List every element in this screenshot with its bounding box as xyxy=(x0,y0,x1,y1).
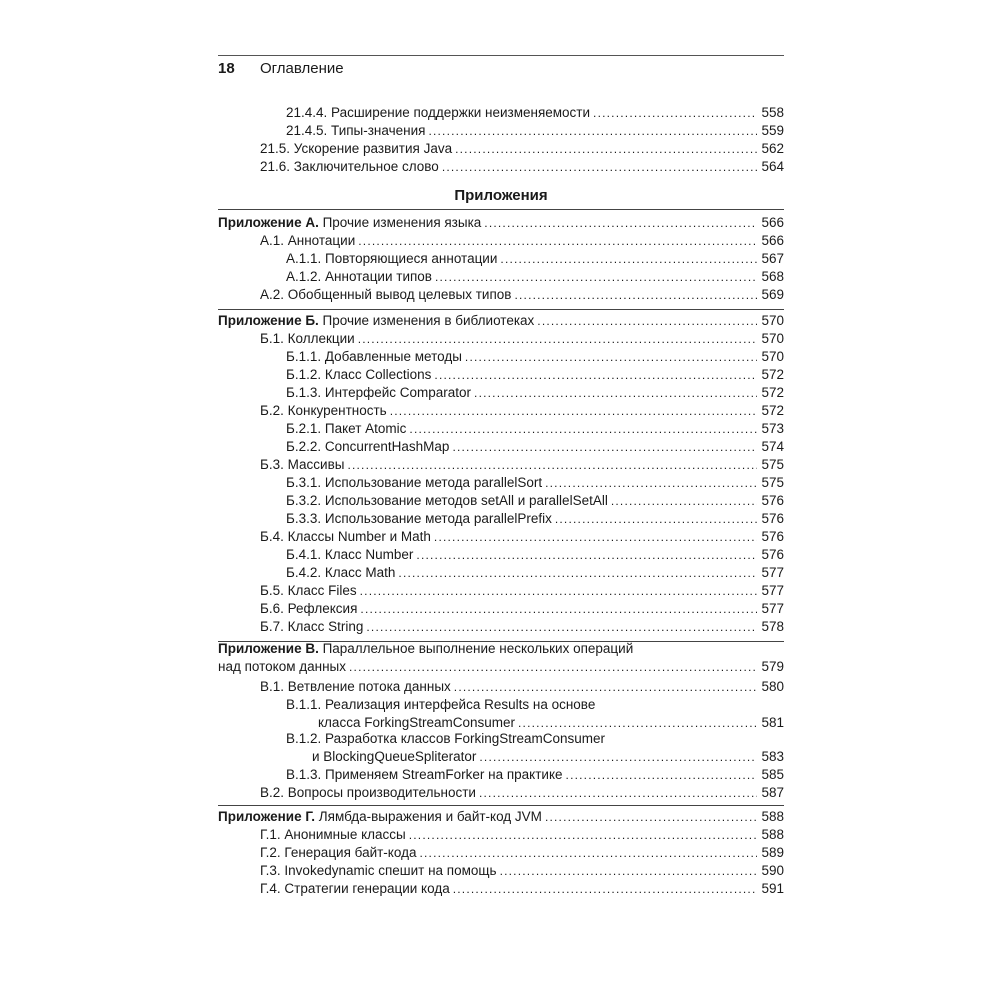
leader-dots xyxy=(360,600,757,618)
toc-entry-text: Прочие изменения языка xyxy=(318,215,482,230)
toc-entry-label: 21.4.5. Типы-значения xyxy=(286,123,426,138)
leader-dots xyxy=(366,618,757,636)
running-header xyxy=(218,60,784,80)
toc-entry-label-continued: и BlockingQueueSpliterator xyxy=(312,749,477,764)
toc-entry-label: Г.3. Invokedynamic спешит на помощь xyxy=(260,863,497,878)
toc-entry-label: Б.1. Коллекции xyxy=(260,331,355,346)
toc-entry[interactable] xyxy=(286,384,784,402)
toc-page-number: 576 xyxy=(761,547,784,562)
toc-page-number: 578 xyxy=(761,619,784,634)
page-number: 18 xyxy=(218,60,235,77)
toc-entry[interactable] xyxy=(312,748,784,766)
toc-entry[interactable] xyxy=(286,268,784,286)
toc-entry-label: 21.4.4. Расширение поддержки неизменяемости xyxy=(286,105,591,120)
toc-entry[interactable] xyxy=(260,844,784,862)
toc-page-number: 559 xyxy=(761,123,784,138)
toc-page-number: 581 xyxy=(761,715,784,730)
toc-entry[interactable] xyxy=(260,232,784,250)
leader-dots xyxy=(442,158,757,176)
leader-dots xyxy=(428,122,757,140)
toc-entry-label: Параллельное выполнение нескольких операций xyxy=(318,641,634,656)
toc-entry[interactable] xyxy=(260,880,784,898)
toc-page-number: 590 xyxy=(761,863,784,878)
toc-entry-label: Б.6. Рефлексия xyxy=(260,601,358,616)
leader-dots xyxy=(545,808,757,826)
toc-page-number: 585 xyxy=(761,767,784,782)
appendix-title: Приложение Г. xyxy=(218,809,316,824)
leader-dots xyxy=(416,546,757,564)
toc-entry[interactable] xyxy=(286,104,784,122)
toc-entry[interactable] xyxy=(260,330,784,348)
toc-page-number: 591 xyxy=(761,881,784,896)
toc-entry[interactable] xyxy=(260,862,784,880)
leader-dots xyxy=(479,748,757,766)
appendix-title: Приложение Б. xyxy=(218,313,319,328)
toc-entry[interactable] xyxy=(286,510,784,528)
leader-dots xyxy=(514,286,757,304)
toc-entry[interactable] xyxy=(260,286,784,304)
toc-entry-label: Б.4.1. Класс Number xyxy=(286,547,414,562)
leader-dots xyxy=(479,784,757,802)
leader-dots xyxy=(545,474,757,492)
toc-page-number: 573 xyxy=(761,421,784,436)
toc-page-number: 580 xyxy=(761,679,784,694)
leader-dots xyxy=(555,510,757,528)
toc-appendix-entry[interactable] xyxy=(218,808,784,826)
toc-entry[interactable] xyxy=(286,546,784,564)
leader-dots xyxy=(349,658,757,676)
toc-entry-label xyxy=(218,214,481,232)
toc-entry-label: Г.2. Генерация байт-кода xyxy=(260,845,417,860)
toc-entry[interactable] xyxy=(260,528,784,546)
toc-entry[interactable] xyxy=(260,582,784,600)
leader-dots xyxy=(611,492,757,510)
toc-entry[interactable] xyxy=(260,158,784,176)
toc-entry-label: Г.1. Анонимные классы xyxy=(260,827,406,842)
leader-dots xyxy=(455,140,757,158)
toc-page-number: 570 xyxy=(761,349,784,364)
toc-entry-label: В.1.2. Разработка классов ForkingStreamConsumer xyxy=(286,731,606,746)
toc-entry-label: А.2. Обобщенный вывод целевых типов xyxy=(260,287,512,302)
toc-entry-label: А.1. Аннотации xyxy=(260,233,356,248)
toc-entry-label: В.2. Вопросы производительности xyxy=(260,785,476,800)
leader-dots xyxy=(347,456,757,474)
leader-dots xyxy=(360,582,757,600)
toc-entry[interactable] xyxy=(286,122,784,140)
toc-entry[interactable] xyxy=(260,784,784,802)
toc-page-number: 577 xyxy=(761,565,784,580)
toc-entry-label: Б.7. Класс String xyxy=(260,619,364,634)
toc-page-number: 587 xyxy=(761,785,784,800)
toc-entry-label xyxy=(218,312,534,330)
toc-entry[interactable] xyxy=(286,420,784,438)
toc-page-number: 576 xyxy=(761,511,784,526)
leader-dots xyxy=(484,214,757,232)
toc-entry-label: Г.4. Стратегии генерации кода xyxy=(260,881,450,896)
running-title: Оглавление xyxy=(260,60,344,77)
toc-entry-label: В.1.3. Применяем StreamForker на практике xyxy=(286,767,563,782)
leader-dots xyxy=(500,862,757,880)
section-rule xyxy=(218,309,784,310)
toc-page-number: 577 xyxy=(761,601,784,616)
toc-page-number: 588 xyxy=(761,827,784,842)
toc-entry[interactable] xyxy=(286,766,784,784)
toc-entry[interactable] xyxy=(286,492,784,510)
toc-entry-label xyxy=(218,640,633,658)
toc-page-number: 566 xyxy=(761,233,784,248)
toc-entry-label: Б.5. Класс Files xyxy=(260,583,357,598)
toc-page-number: 575 xyxy=(761,457,784,472)
toc-page-number: 589 xyxy=(761,845,784,860)
toc-entry[interactable] xyxy=(260,456,784,474)
leader-dots xyxy=(358,330,757,348)
leader-dots xyxy=(566,766,757,784)
leader-dots xyxy=(435,268,757,286)
toc-entry-label-continued: класса ForkingStreamConsumer xyxy=(318,715,516,730)
leader-dots xyxy=(434,528,757,546)
toc-entry-label: Б.2.2. ConcurrentHashMap xyxy=(286,439,450,454)
appendix-title: Приложение В. xyxy=(218,641,319,656)
toc-entry[interactable] xyxy=(286,250,784,268)
toc-entry-label: В.1.1. Реализация интерфейса Results на основе xyxy=(286,697,596,712)
leader-dots xyxy=(419,844,757,862)
toc-entry[interactable] xyxy=(260,600,784,618)
toc-page-number: 588 xyxy=(761,809,784,824)
toc-page-number: 579 xyxy=(761,659,784,674)
toc-page-number: 583 xyxy=(761,749,784,764)
toc-page-number: 570 xyxy=(761,331,784,346)
toc-entry[interactable] xyxy=(260,678,784,696)
toc-page-number: 572 xyxy=(761,403,784,418)
leader-dots xyxy=(474,384,757,402)
appendix-title: Приложение А. xyxy=(218,215,319,230)
toc-appendix-entry[interactable] xyxy=(218,214,784,232)
toc-entry-label: В.1. Ветвление потока данных xyxy=(260,679,451,694)
leader-dots xyxy=(454,678,757,696)
leader-dots xyxy=(409,420,757,438)
leader-dots xyxy=(465,348,757,366)
toc-entry-label xyxy=(218,808,542,826)
toc-page-number: 576 xyxy=(761,493,784,508)
toc-entry-label: Б.1.2. Класс Collections xyxy=(286,367,432,382)
toc-entry-label: Б.4. Классы Number и Math xyxy=(260,529,431,544)
toc-entry-label: Б.3.2. Использование методов setAll и parallelSetAll xyxy=(286,493,608,508)
leader-dots xyxy=(409,826,757,844)
toc-entry[interactable] xyxy=(260,402,784,420)
leader-dots xyxy=(434,366,757,384)
header-rule xyxy=(218,55,784,56)
toc-page-number: 572 xyxy=(761,367,784,382)
toc-entry[interactable] xyxy=(260,826,784,844)
section-heading: Приложения xyxy=(454,187,548,204)
leader-dots xyxy=(593,104,757,122)
toc-appendix-entry[interactable] xyxy=(218,658,784,676)
leader-dots xyxy=(358,232,757,250)
toc-page-number: 570 xyxy=(761,313,784,328)
toc-page-number: 567 xyxy=(761,251,784,266)
toc-page-number: 574 xyxy=(761,439,784,454)
toc-entry-label: Б.2.1. Пакет Atomic xyxy=(286,421,407,436)
toc-appendix-entry[interactable] xyxy=(218,312,784,330)
toc-entry-label: Б.3.1. Использование метода parallelSort xyxy=(286,475,543,490)
toc-entry-label: Б.4.2. Класс Math xyxy=(286,565,396,580)
toc-entry-label: Б.3.3. Использование метода parallelPrefix xyxy=(286,511,552,526)
toc-page-number: 576 xyxy=(761,529,784,544)
toc-entry[interactable] xyxy=(260,140,784,158)
toc-entry-label: Б.3. Массивы xyxy=(260,457,345,472)
toc-entry-label: Б.1.1. Добавленные методы xyxy=(286,349,462,364)
section-rule xyxy=(218,805,784,806)
toc-page-number: 575 xyxy=(761,475,784,490)
toc-entry[interactable] xyxy=(286,564,784,582)
leader-dots xyxy=(453,880,757,898)
leader-dots xyxy=(390,402,757,420)
toc-entry-text: Прочие изменения в библиотеках xyxy=(318,313,535,328)
toc-entry[interactable] xyxy=(286,438,784,456)
toc-page-number: 562 xyxy=(761,141,784,156)
toc-entry-label: 21.5. Ускорение развития Java xyxy=(260,141,453,156)
toc-page-number: 558 xyxy=(761,105,784,120)
toc-entry[interactable] xyxy=(286,348,784,366)
toc-entry-text: Лямбда-выражения и байт-код JVM xyxy=(315,809,542,824)
toc-entry-label: Б.2. Конкурентность xyxy=(260,403,387,418)
toc-entry[interactable] xyxy=(286,474,784,492)
leader-dots xyxy=(537,312,757,330)
toc-entry-label-continued: над потоком данных xyxy=(218,659,346,674)
toc-entry[interactable] xyxy=(286,366,784,384)
leader-dots xyxy=(398,564,757,582)
toc-page-number: 569 xyxy=(761,287,784,302)
leader-dots xyxy=(500,250,757,268)
toc-page-number: 572 xyxy=(761,385,784,400)
toc-entry-label: 21.6. Заключительное слово xyxy=(260,159,439,174)
toc-entry-label: А.1.1. Повторяющиеся аннотации xyxy=(286,251,498,266)
toc-page-number: 568 xyxy=(761,269,784,284)
section-rule xyxy=(218,209,784,210)
toc-entry[interactable] xyxy=(260,618,784,636)
leader-dots xyxy=(452,438,757,456)
toc-page-number: 566 xyxy=(761,215,784,230)
toc-page-number: 577 xyxy=(761,583,784,598)
toc-page-number: 564 xyxy=(761,159,784,174)
toc-entry-label: А.1.2. Аннотации типов xyxy=(286,269,432,284)
toc-entry-label: Б.1.3. Интерфейс Comparator xyxy=(286,385,472,400)
